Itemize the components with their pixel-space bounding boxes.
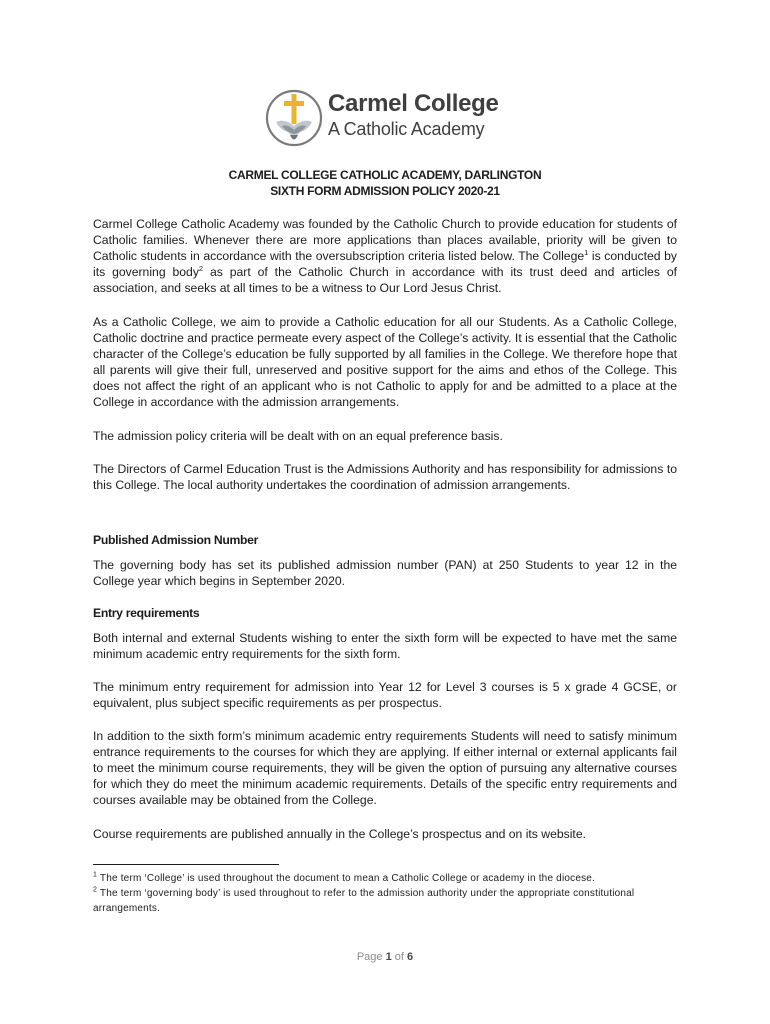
page-total: 6 [407, 951, 414, 963]
page-indicator-prefix: Page [356, 951, 386, 963]
entry-paragraph-3: In addition to the sixth form’s minimum academic entry requirements Students will need to satisfy minimum entrance requirements to the courses for which they are applying. If either internal or external applicants fail to meet the minimum course requirements, they will be given the option of pursuing any alternative courses for which they do meet the minimum academic requirements. Details of the specific entry requirements and courses available may be obtained from the College. [93, 729, 677, 808]
footnote-1 [93, 872, 677, 887]
footnote-2 [93, 887, 677, 916]
footnote-ref-2: 2 [198, 264, 204, 274]
intro-p1-text-b: is conducted by its governing body [93, 249, 677, 280]
intro-paragraph-4: The Directors of Carmel Education Trust is the Admissions Authority and has responsibility for admissions to this College. The local authority undertakes the coordination of admission arrangements. [93, 462, 677, 493]
footnote-2-number: 2 [93, 886, 98, 894]
document-heading-line1: CARMEL COLLEGE CATHOLIC ACADEMY, DARLINGTON [228, 168, 542, 182]
intro-p1-text-c: as part of the Catholic Church in accordance with its trust deed and articles of association, and seeks at all times to be a witness to Our Lord Jesus Christ. [93, 265, 677, 296]
footnote-1-text: The term ‘College’ is used throughout the document to mean a Catholic College or academy in the diocese. [97, 873, 596, 884]
logo-subtitle: A Catholic Academy [328, 119, 485, 139]
page-indicator-sep: of [391, 951, 408, 963]
entry-paragraph-4: Course requirements are published annually in the College’s prospectus and on its website. [93, 827, 586, 841]
logo-title: Carmel College [328, 90, 499, 117]
page-indicator [0, 951, 770, 963]
footnote-2-text: The term ‘governing body’ is used throughout to refer to the admission authority under the appropriate constitutional arrangements. [93, 888, 635, 914]
intro-p1-text-a: Carmel College Catholic Academy was founded by the Catholic Church to provide education for students of Catholic families. Whenever there are more applications than places available, priority will be given to Catholic students in accordance with the oversubscription criteria listed below. The College [93, 217, 677, 264]
footnote-1-number: 1 [93, 871, 98, 879]
document-heading-line2: SIXTH FORM ADMISSION POLICY 2020-21 [270, 184, 500, 198]
entry-paragraph-2: The minimum entry requirement for admission into Year 12 for Level 3 courses is 5 x grade 4 GCSE, or equivalent, plus subject specific requirements as per prospectus. [93, 680, 677, 711]
college-crest-icon [264, 88, 326, 150]
section-title-pan: Published Admission Number [93, 533, 259, 547]
intro-paragraph-3: The admission policy criteria will be dealt with on an equal preference basis. [93, 429, 503, 443]
entry-paragraph-1: Both internal and external Students wishing to enter the sixth form will be expected to have met the same minimum academic entry requirements for the sixth form. [93, 631, 677, 662]
footnote-ref-1: 1 [584, 248, 589, 258]
intro-paragraph-1 [93, 216, 677, 296]
footnote-divider [93, 864, 279, 865]
intro-paragraph-2: As a Catholic College, we aim to provide a Catholic education for all our Students. As a Catholic College, Catholic doctrine and practice permeate every aspect of the College’s activity. It is essential that the Catholic character of the College’s education be fully supported by all families in the College. We therefore hope that all parents will give their full, unreserved and positive support for the aims and ethos of the College. This does not affect the right of an applicant who is not Catholic to apply for and be admitted to a place at the College in accordance with the admission arrangements. [93, 315, 677, 410]
pan-paragraph: The governing body has set its published admission number (PAN) at 250 Students to year 12 in the College year which begins in September 2020. [93, 558, 677, 589]
college-logo [264, 88, 514, 150]
section-title-entry: Entry requirements [93, 606, 200, 620]
page-current: 1 [385, 951, 392, 963]
